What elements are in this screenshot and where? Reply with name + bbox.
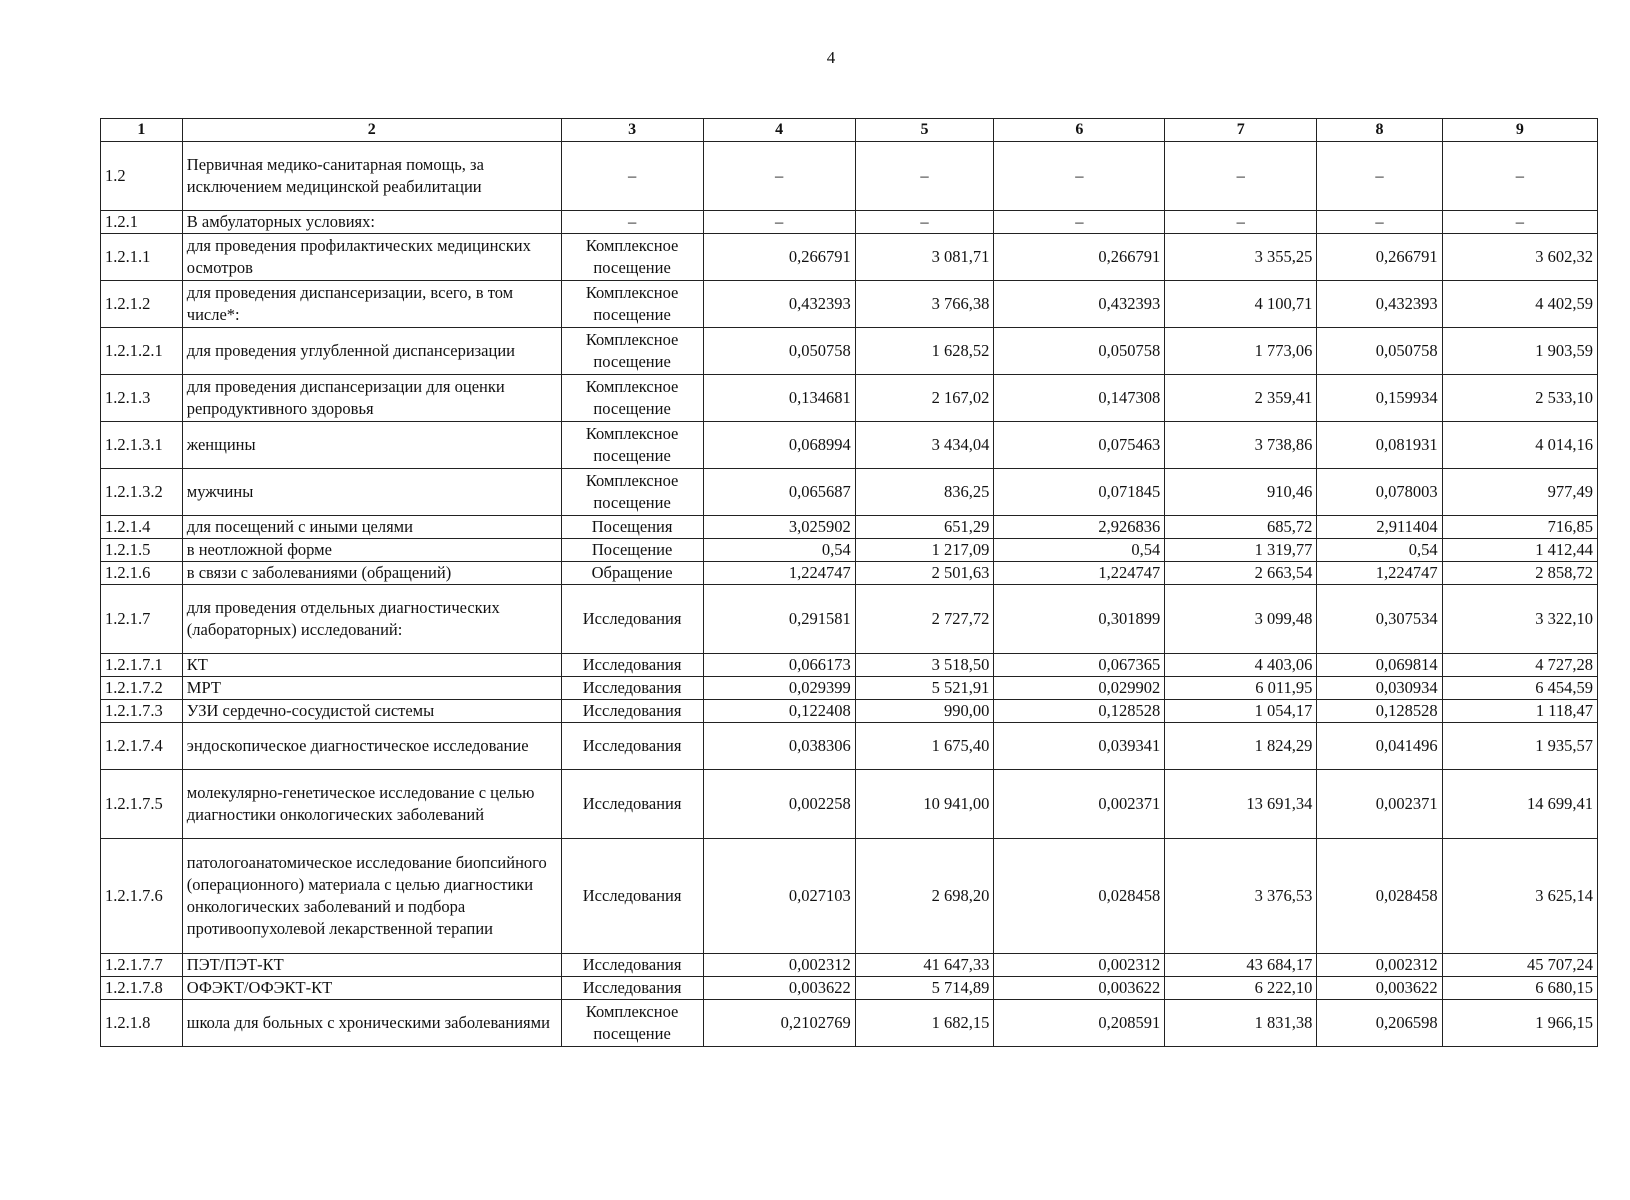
cell-col4: 0,050758 <box>703 328 855 375</box>
page-number: 4 <box>826 48 836 67</box>
row-name: для посещений с иными целями <box>182 516 561 539</box>
row-name: УЗИ сердечно-сосудистой системы <box>182 700 561 723</box>
row-code: 1.2.1.3 <box>101 375 183 422</box>
cell-col9: 4 402,59 <box>1442 281 1597 328</box>
cell-col9: 45 707,24 <box>1442 954 1597 977</box>
cell-col7: 1 831,38 <box>1165 1000 1317 1047</box>
cell-col6: 0,071845 <box>994 469 1165 516</box>
table-row <box>101 539 1598 562</box>
row-unit: Исследования <box>561 770 703 839</box>
row-name: для проведения диспансеризации, всего, в том числе*: <box>182 281 561 328</box>
row-unit: Комплексное посещение <box>561 328 703 375</box>
table-row <box>101 142 1598 211</box>
cell-col5: 990,00 <box>855 700 994 723</box>
cell-col7: 3 376,53 <box>1165 839 1317 954</box>
row-name: В амбулаторных условиях: <box>182 211 561 234</box>
cell-col8: 0,307534 <box>1317 585 1442 654</box>
row-unit: Комплексное посещение <box>561 281 703 328</box>
row-code: 1.2.1.7.4 <box>101 723 183 770</box>
row-code: 1.2.1 <box>101 211 183 234</box>
cell-col5: 2 727,72 <box>855 585 994 654</box>
row-name: молекулярно-генетическое исследование с целью диагностики онкологических заболеваний <box>182 770 561 839</box>
row-code: 1.2.1.7.8 <box>101 977 183 1000</box>
row-code: 1.2 <box>101 142 183 211</box>
row-name: женщины <box>182 422 561 469</box>
cell-col6: – <box>994 142 1165 211</box>
table-row <box>101 585 1598 654</box>
row-unit: – <box>561 211 703 234</box>
cell-col5: 10 941,00 <box>855 770 994 839</box>
cell-col7: 910,46 <box>1165 469 1317 516</box>
cell-col4: 0,432393 <box>703 281 855 328</box>
column-header: 3 <box>561 119 703 142</box>
row-code: 1.2.1.6 <box>101 562 183 585</box>
row-unit: Комплексное посещение <box>561 1000 703 1047</box>
cell-col6: 0,029902 <box>994 677 1165 700</box>
row-code: 1.2.1.7 <box>101 585 183 654</box>
cell-col4: – <box>703 211 855 234</box>
cell-col6: 0,075463 <box>994 422 1165 469</box>
cell-col8: 0,266791 <box>1317 234 1442 281</box>
cell-col9: 716,85 <box>1442 516 1597 539</box>
column-header: 1 <box>101 119 183 142</box>
cell-col4: 0,291581 <box>703 585 855 654</box>
cell-col6: 0,028458 <box>994 839 1165 954</box>
table-row <box>101 677 1598 700</box>
row-unit: Исследования <box>561 585 703 654</box>
row-name: ПЭТ/ПЭТ-КТ <box>182 954 561 977</box>
row-name: для проведения диспансеризации для оценки репродуктивного здоровья <box>182 375 561 422</box>
cell-col7: 1 824,29 <box>1165 723 1317 770</box>
cell-col4: 0,065687 <box>703 469 855 516</box>
row-name: для проведения отдельных диагностических (лабораторных) исследований: <box>182 585 561 654</box>
cell-col4: 0,068994 <box>703 422 855 469</box>
cell-col6: 0,266791 <box>994 234 1165 281</box>
cell-col6: 0,147308 <box>994 375 1165 422</box>
cell-col8: 0,54 <box>1317 539 1442 562</box>
column-header: 6 <box>994 119 1165 142</box>
row-unit: Исследования <box>561 723 703 770</box>
column-header: 5 <box>855 119 994 142</box>
cell-col9: 1 412,44 <box>1442 539 1597 562</box>
cell-col9: – <box>1442 211 1597 234</box>
cell-col6: 2,926836 <box>994 516 1165 539</box>
cell-col7: 2 663,54 <box>1165 562 1317 585</box>
row-name: в неотложной форме <box>182 539 561 562</box>
row-name: эндоскопическое диагностическое исследование <box>182 723 561 770</box>
cell-col9: 3 625,14 <box>1442 839 1597 954</box>
table-row <box>101 422 1598 469</box>
cell-col9: 2 858,72 <box>1442 562 1597 585</box>
cell-col5: – <box>855 142 994 211</box>
cell-col5: 5 714,89 <box>855 977 994 1000</box>
cell-col8: 0,050758 <box>1317 328 1442 375</box>
row-code: 1.2.1.7.2 <box>101 677 183 700</box>
cell-col7: – <box>1165 211 1317 234</box>
cell-col4: 1,224747 <box>703 562 855 585</box>
cell-col7: 6 222,10 <box>1165 977 1317 1000</box>
cell-col5: 3 081,71 <box>855 234 994 281</box>
cell-col8: 0,078003 <box>1317 469 1442 516</box>
cell-col9: 1 966,15 <box>1442 1000 1597 1047</box>
cell-col4: 0,066173 <box>703 654 855 677</box>
row-code: 1.2.1.5 <box>101 539 183 562</box>
cell-col6: 0,128528 <box>994 700 1165 723</box>
cell-col8: 2,911404 <box>1317 516 1442 539</box>
row-unit: Исследования <box>561 954 703 977</box>
table-row <box>101 954 1598 977</box>
row-name: патологоанатомическое исследование биопсийного (операционного) материала с целью диагностики онкологических заболеваний и подбора противоопухолевой лекарственной терапии <box>182 839 561 954</box>
cell-col5: 1 682,15 <box>855 1000 994 1047</box>
row-code: 1.2.1.1 <box>101 234 183 281</box>
cell-col8: 0,002371 <box>1317 770 1442 839</box>
row-unit: Посещения <box>561 516 703 539</box>
row-name: ОФЭКТ/ОФЭКТ-КТ <box>182 977 561 1000</box>
row-name: в связи с заболеваниями (обращений) <box>182 562 561 585</box>
cell-col8: – <box>1317 211 1442 234</box>
row-code: 1.2.1.7.3 <box>101 700 183 723</box>
cell-col4: 0,003622 <box>703 977 855 1000</box>
cell-col6: 0,039341 <box>994 723 1165 770</box>
cell-col9: 1 118,47 <box>1442 700 1597 723</box>
row-name: для проведения профилактических медицинских осмотров <box>182 234 561 281</box>
cell-col6: 1,224747 <box>994 562 1165 585</box>
cell-col8: 0,081931 <box>1317 422 1442 469</box>
cell-col6: – <box>994 211 1165 234</box>
cell-col9: 6 454,59 <box>1442 677 1597 700</box>
cell-col5: 3 434,04 <box>855 422 994 469</box>
cell-col8: 0,432393 <box>1317 281 1442 328</box>
table-row <box>101 723 1598 770</box>
cell-col8: 0,159934 <box>1317 375 1442 422</box>
row-unit: Исследования <box>561 839 703 954</box>
row-name: мужчины <box>182 469 561 516</box>
cell-col5: 3 766,38 <box>855 281 994 328</box>
cell-col6: 0,003622 <box>994 977 1165 1000</box>
cell-col8: 1,224747 <box>1317 562 1442 585</box>
cell-col7: 685,72 <box>1165 516 1317 539</box>
data-table <box>100 118 1598 1047</box>
row-unit: Исследования <box>561 977 703 1000</box>
cell-col7: 1 773,06 <box>1165 328 1317 375</box>
row-name: для проведения углубленной диспансеризации <box>182 328 561 375</box>
cell-col7: 1 054,17 <box>1165 700 1317 723</box>
row-unit: Обращение <box>561 562 703 585</box>
cell-col4: 0,2102769 <box>703 1000 855 1047</box>
table-row <box>101 770 1598 839</box>
cell-col5: 2 167,02 <box>855 375 994 422</box>
row-name: МРТ <box>182 677 561 700</box>
column-header: 8 <box>1317 119 1442 142</box>
cell-col5: 5 521,91 <box>855 677 994 700</box>
column-header: 7 <box>1165 119 1317 142</box>
cell-col5: 2 501,63 <box>855 562 994 585</box>
cell-col9: 14 699,41 <box>1442 770 1597 839</box>
row-code: 1.2.1.7.1 <box>101 654 183 677</box>
table-row <box>101 211 1598 234</box>
row-code: 1.2.1.3.2 <box>101 469 183 516</box>
cell-col6: 0,002312 <box>994 954 1165 977</box>
cell-col9: 977,49 <box>1442 469 1597 516</box>
cell-col5: 836,25 <box>855 469 994 516</box>
table-row <box>101 1000 1598 1047</box>
cell-col9: 4 727,28 <box>1442 654 1597 677</box>
cell-col4: 0,122408 <box>703 700 855 723</box>
cell-col8: 0,028458 <box>1317 839 1442 954</box>
row-unit: Посещение <box>561 539 703 562</box>
row-unit: Комплексное посещение <box>561 375 703 422</box>
row-unit: Комплексное посещение <box>561 422 703 469</box>
cell-col6: 0,050758 <box>994 328 1165 375</box>
cell-col4: – <box>703 142 855 211</box>
column-header: 4 <box>703 119 855 142</box>
cell-col9: 2 533,10 <box>1442 375 1597 422</box>
cell-col7: 13 691,34 <box>1165 770 1317 839</box>
table-row <box>101 516 1598 539</box>
table-row <box>101 654 1598 677</box>
cell-col5: 2 698,20 <box>855 839 994 954</box>
cell-col5: 1 628,52 <box>855 328 994 375</box>
cell-col7: 6 011,95 <box>1165 677 1317 700</box>
table-row <box>101 375 1598 422</box>
cell-col9: 3 322,10 <box>1442 585 1597 654</box>
cell-col8: 0,128528 <box>1317 700 1442 723</box>
cell-col8: 0,002312 <box>1317 954 1442 977</box>
table-header-row <box>101 119 1598 142</box>
table-row <box>101 328 1598 375</box>
cell-col9: 3 602,32 <box>1442 234 1597 281</box>
cell-col9: 6 680,15 <box>1442 977 1597 1000</box>
cell-col7: 3 099,48 <box>1165 585 1317 654</box>
cell-col5: – <box>855 211 994 234</box>
row-unit: – <box>561 142 703 211</box>
cell-col4: 3,025902 <box>703 516 855 539</box>
row-code: 1.2.1.8 <box>101 1000 183 1047</box>
table-row <box>101 469 1598 516</box>
cell-col6: 0,067365 <box>994 654 1165 677</box>
table-row <box>101 700 1598 723</box>
cell-col8: 0,041496 <box>1317 723 1442 770</box>
row-unit: Исследования <box>561 700 703 723</box>
column-header: 9 <box>1442 119 1597 142</box>
cell-col7: 4 100,71 <box>1165 281 1317 328</box>
row-code: 1.2.1.7.5 <box>101 770 183 839</box>
table-row <box>101 234 1598 281</box>
cell-col9: 4 014,16 <box>1442 422 1597 469</box>
cell-col5: 41 647,33 <box>855 954 994 977</box>
table-row <box>101 562 1598 585</box>
cell-col4: 0,54 <box>703 539 855 562</box>
cell-col4: 0,038306 <box>703 723 855 770</box>
table-row <box>101 839 1598 954</box>
cell-col7: 2 359,41 <box>1165 375 1317 422</box>
cell-col7: 3 355,25 <box>1165 234 1317 281</box>
table-row <box>101 977 1598 1000</box>
row-unit: Комплексное посещение <box>561 469 703 516</box>
cell-col8: 0,003622 <box>1317 977 1442 1000</box>
row-name: школа для больных с хроническими заболеваниями <box>182 1000 561 1047</box>
row-name: Первичная медико-санитарная помощь, за исключением медицинской реабилитации <box>182 142 561 211</box>
cell-col8: – <box>1317 142 1442 211</box>
cell-col9: 1 903,59 <box>1442 328 1597 375</box>
row-unit: Исследования <box>561 654 703 677</box>
cell-col5: 1 217,09 <box>855 539 994 562</box>
cell-col4: 0,027103 <box>703 839 855 954</box>
cell-col4: 0,134681 <box>703 375 855 422</box>
row-name: КТ <box>182 654 561 677</box>
cell-col4: 0,002312 <box>703 954 855 977</box>
cell-col7: 3 738,86 <box>1165 422 1317 469</box>
row-code: 1.2.1.4 <box>101 516 183 539</box>
table-row <box>101 281 1598 328</box>
cell-col7: 4 403,06 <box>1165 654 1317 677</box>
cell-col5: 3 518,50 <box>855 654 994 677</box>
cell-col6: 0,432393 <box>994 281 1165 328</box>
cell-col4: 0,266791 <box>703 234 855 281</box>
row-unit: Исследования <box>561 677 703 700</box>
cell-col6: 0,301899 <box>994 585 1165 654</box>
cell-col8: 0,030934 <box>1317 677 1442 700</box>
cell-col9: 1 935,57 <box>1442 723 1597 770</box>
cell-col7: – <box>1165 142 1317 211</box>
cell-col6: 0,54 <box>994 539 1165 562</box>
row-code: 1.2.1.7.6 <box>101 839 183 954</box>
row-code: 1.2.1.2 <box>101 281 183 328</box>
cell-col4: 0,002258 <box>703 770 855 839</box>
cell-col7: 43 684,17 <box>1165 954 1317 977</box>
cell-col6: 0,002371 <box>994 770 1165 839</box>
cell-col5: 1 675,40 <box>855 723 994 770</box>
cell-col4: 0,029399 <box>703 677 855 700</box>
cell-col8: 0,206598 <box>1317 1000 1442 1047</box>
row-code: 1.2.1.2.1 <box>101 328 183 375</box>
cell-col9: – <box>1442 142 1597 211</box>
cell-col5: 651,29 <box>855 516 994 539</box>
row-code: 1.2.1.7.7 <box>101 954 183 977</box>
cell-col7: 1 319,77 <box>1165 539 1317 562</box>
column-header: 2 <box>182 119 561 142</box>
cell-col6: 0,208591 <box>994 1000 1165 1047</box>
row-unit: Комплексное посещение <box>561 234 703 281</box>
row-code: 1.2.1.3.1 <box>101 422 183 469</box>
cell-col8: 0,069814 <box>1317 654 1442 677</box>
